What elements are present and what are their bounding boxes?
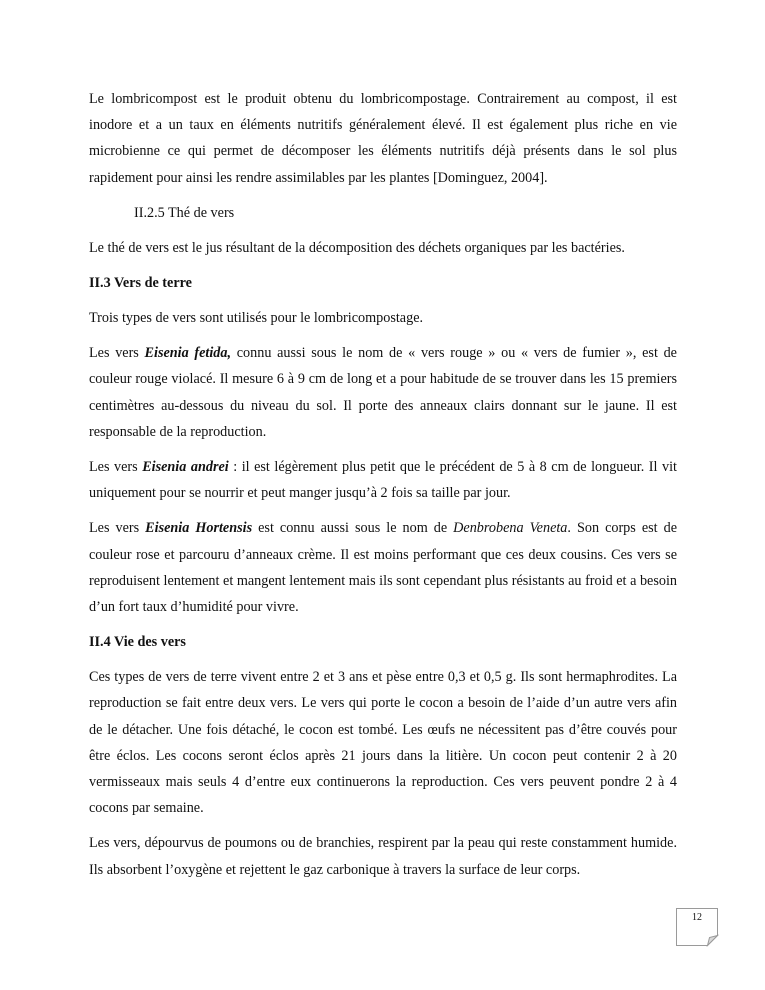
paragraph-lombricompost: Le lombricompost est le produit obtenu du lombricompostage. Contrairement au compost, il est inodore et a un taux en éléments nutritifs généralement élevé. Il est également plus riche en vie microbienne ce qui permet de décomposer les éléments nutritifs déjà présents dans le sol plus rapidement pour ainsi les rendre assimilables par les plantes [Dominguez, 2004]. [89,91,677,186]
paragraph-eisenia-andrei [89,454,677,506]
page-content [89,86,677,892]
text-prefix: Les vers [89,345,145,362]
species-name-eisenia-hortensis: Eisenia Hortensis [145,520,253,537]
paragraph-eisenia-hortensis [89,515,677,620]
text-body: . Son corps est de couleur rose et parcouru d’anneaux crème. Il est moins performant que ces deux cousins. Ces vers se reproduisent lentement et mangent lentement mais ils sont cependant plus résistants au froid et a besoin d’un fort taux d’humidité pour vivre. [89,520,677,616]
section-heading-vers-de-terre: II.3 Vers de terre [89,275,192,292]
species-name-eisenia-andrei: Eisenia andrei [142,459,229,476]
species-name-denbrobena-veneta: Denbrobena Veneta [453,520,568,537]
text-middle: est connu aussi sous le nom de [252,520,454,537]
text-prefix: Les vers [89,459,143,476]
section-heading-vie-des-vers: II.4 Vie des vers [89,634,186,651]
text-body: : il est légèrement plus petit que le précédent de 5 à 8 cm de longueur. Il vit uniquement pour se nourrir et peut manger jusqu’à 2 fois sa taille par jour. [89,459,677,502]
page-number-box [676,908,718,946]
subsection-title-the-de-vers: II.2.5 Thé de vers [134,204,235,221]
text-prefix: Les vers [89,520,146,537]
page-number: 12 [692,912,702,923]
species-name-eisenia-fetida: Eisenia fetida, [144,345,232,362]
paragraph-the-de-vers: Le thé de vers est le jus résultant de la décomposition des déchets organiques par les bactéries. [89,239,625,256]
paragraph-respiration: Les vers, dépourvus de poumons ou de branchies, respirent par la peau qui reste constamment humide. Ils absorbent l’oxygène et rejettent le gaz carbonique à travers la surface de leur corps. [89,835,677,878]
paragraph-eisenia-fetida [89,340,677,445]
paragraph-vie-des-vers: Ces types de vers de terre vivent entre 2 et 3 ans et pèse entre 0,3 et 0,5 g. Ils sont hermaphrodites. La reproduction se fait entre deux vers. Le vers qui porte le cocon a besoin de l’aide d’un autre vers afin de le détacher. Une fois détaché, le cocon est tombé. Les œufs ne nécessitent pas d’être couvés pour être éclos. Les cocons seront éclos après 21 jours dans la litière. Un cocon peut contenir 2 à 20 vermisseaux mais seuls 4 d’entre eux continuerons la reproduction. Ces vers peuvent pondre 2 à 4 cocons par semaine. [89,669,677,817]
paragraph-trois-types: Trois types de vers sont utilisés pour le lombricompostage. [89,310,424,327]
text-body: connu aussi sous le nom de « vers rouge » ou « vers de fumier », est de couleur rouge violacé. Il mesure 6 à 9 cm de long et a pour habitude de se trouver dans les 15 premiers centimètres au-dessous du niveau du sol. Il porte des anneaux clairs donnant sur le jaune. Il est responsable de la reproduction. [89,345,677,440]
